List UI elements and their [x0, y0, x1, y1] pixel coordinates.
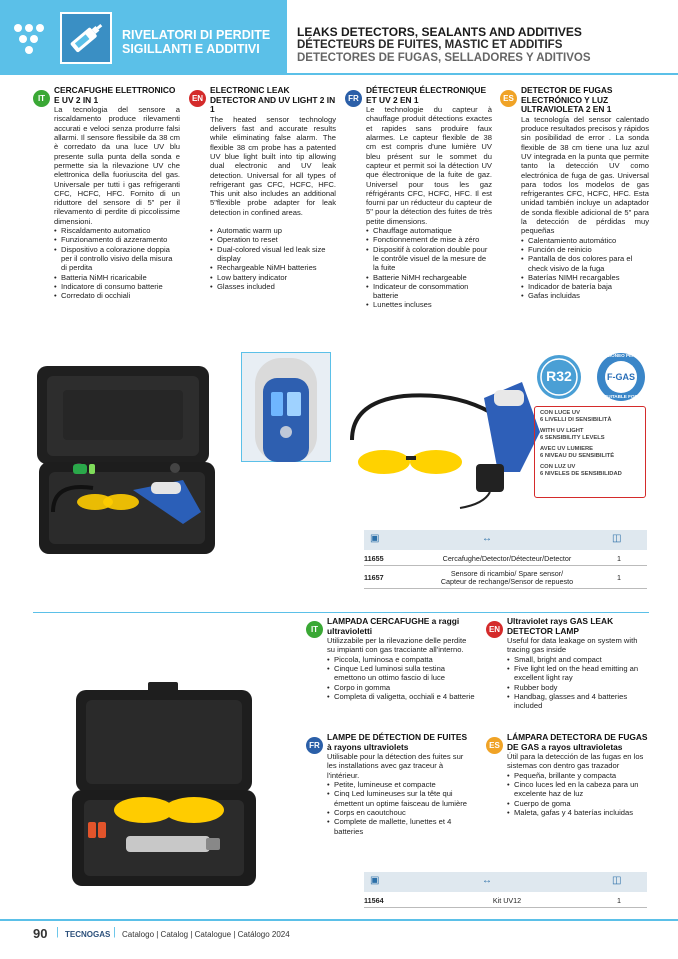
p2-col-en — [507, 617, 649, 711]
row-code: 11564 — [364, 896, 384, 905]
p2-es-desc: Útil para la detección de las fugas en los sistemas con dentro gas trazador — [507, 752, 644, 771]
p1-fr-bullets — [366, 226, 492, 310]
list-item: • Pequeña, brillante y compacta — [507, 771, 649, 780]
list-item: • Batterie NiMH rechargeable — [366, 273, 492, 282]
p2-fr-desc: Utilisable pour la détection des fuites sur les installations avec gaz traceur à l'intérieur. — [327, 752, 464, 780]
quantity-box-icon: ◫ — [612, 875, 622, 886]
sealant-tube-icon — [60, 12, 112, 64]
feature-box — [534, 406, 646, 498]
r32-label: R32 — [546, 368, 572, 384]
p1-fr-desc: Le technologie du capteur à chauffage produit détections exactes et rapides sans produire faux alarmes. Le capteur flexible de 38 cm est compris d'une lumière UV bleu présent sur le sommet du capteur et permit soi la détection UV que électronique de la fuite de gaz. Universel pour tous les gaz réfrigérants CFC, HCFC, HFC. Il est fourni par un réducteur du capteur de 5" pour la détection des fuites de très petite dimensions. — [366, 105, 492, 226]
footer-sep: | — [113, 926, 116, 938]
badge-en: EN — [486, 621, 503, 638]
list-item: • Indicatore di consumo batterie — [54, 282, 180, 291]
list-item: • Pantalla de dos colores para el check visivo de la fuga — [521, 254, 649, 273]
row-desc: Kit UV12 — [492, 896, 522, 905]
footer-text: Catalogo | Catalog | Catalogue | Catálogo 2024 — [122, 930, 290, 939]
list-item: • Cinco luces led en la cabeza para un excelente haz de luz — [507, 780, 649, 799]
list-item: • Batteria NiMH ricaricabile — [54, 273, 180, 282]
p2-fr-bullets — [327, 780, 475, 836]
section-divider — [33, 612, 649, 613]
feature-line: 6 LIVELLI DI SENSIBILITÀ — [540, 417, 612, 423]
p2-it-desc: Utilizzabile per la rilevazione delle perdite su impianti con gas tracciante all'interno. — [327, 636, 467, 655]
p2-col-fr — [327, 733, 475, 836]
description-width-icon: ↔ — [482, 875, 492, 886]
header-divider — [287, 73, 678, 75]
fgas-label: F-GAS — [607, 372, 635, 382]
badge-es: ES — [500, 90, 517, 107]
list-item: • Corredato di occhiali — [54, 291, 180, 300]
p2-col-it — [327, 617, 475, 701]
list-item: • Five light led on the head emitting an excellent light ray — [507, 664, 649, 683]
list-item: • Petite, lumineuse et compacte — [327, 780, 475, 789]
fgas-bottom-label: SUITABLE FOR — [604, 394, 638, 399]
list-item: • Low battery indicator — [210, 273, 336, 282]
header-banner — [0, 0, 287, 75]
list-item: • Corpo in gomma — [327, 683, 475, 692]
row-qty: 1 — [617, 896, 621, 905]
list-item: • Cinq Led lumineuses sur la tête qui émettent un optime faisceau de lumière — [327, 789, 475, 808]
feature-line: AVEC UV LUMIERE — [540, 446, 594, 452]
p2-it-title: LAMPADA CERCAFUGHE a raggi ultravioletti — [327, 616, 460, 636]
fgas-top-label: IDONEO PER — [606, 353, 636, 358]
list-item: • Baterías NIMH recargables — [521, 273, 649, 282]
row-code: 11655 — [364, 554, 384, 563]
list-item: • Calentamiento automático — [521, 236, 649, 245]
feature-line: 6 NIVELES DE SENSIBILIDAD — [540, 471, 622, 477]
p1-en-title: ELECTRONIC LEAK DETECTOR AND UV LIGHT 2 IN 1 — [210, 85, 336, 115]
product1-table — [364, 530, 647, 592]
table-row — [364, 552, 647, 566]
footer-divider — [0, 919, 678, 921]
p1-en-bullets — [210, 226, 336, 291]
p2-col-es — [507, 733, 649, 817]
feature-line: CON LUZ UV — [540, 464, 576, 470]
list-item: • Piccola, luminosa e compatta — [327, 655, 475, 664]
fgas-badge — [596, 352, 646, 402]
row-desc: Sensore di ricambio/ Spare sensor/ Capteur de rechange/Sensor de repuesto — [440, 568, 574, 586]
list-item: • Rechargeable NiMH batteries — [210, 263, 336, 272]
list-item: • Cinque Led luminosi sulla testina emettono un ottimo fascio di luce — [327, 664, 475, 683]
header-title-en: LEAKS DETECTORS, SEALANTS AND ADDITIVES — [297, 25, 582, 39]
list-item: • Operation to reset — [210, 235, 336, 244]
uv-lamp-kit-image — [66, 680, 262, 890]
p1-col-fr — [366, 86, 492, 310]
header-title-it: RIVELATORI DI PERDITE SIGILLANTI E ADDITIVI — [122, 28, 271, 56]
list-item: • Lunettes incluses — [366, 300, 492, 309]
list-item: • Automatic warm up — [210, 226, 336, 235]
p1-it-title: CERCAFUGHE ELETTRONICO E UV 2 IN 1 — [54, 85, 176, 105]
list-item: • Riscaldamento automatico — [54, 226, 180, 235]
p2-en-title: Ultraviolet rays GAS LEAK DETECTOR LAMP — [507, 616, 614, 636]
list-item: • Cuerpo de goma — [507, 799, 649, 808]
description-width-icon: ↔ — [482, 533, 492, 544]
badge-en: EN — [189, 90, 206, 107]
list-item: • Indicador de batería baja — [521, 282, 649, 291]
list-item: • Dual-colored visual led leak size display — [210, 245, 336, 264]
p1-it-desc: La tecnologia del sensore a riscaldamento produce rilevamenti accurati e veloci senza produrre falsi allarmi. Il sensore flessibile da 38 cm è corredato da una luce UV blu presente sulla punta della sonda e permette sia la rilevazione UV che elettronica della fuoriuscita del gas. Universale per tutti i gas refrigeranti CFC, HCFC, HFC. Fornito di un riduttore del sensore di 5" per il rilevamento di perdite di piccolissime dimensioni. — [54, 105, 180, 226]
table-header — [364, 872, 647, 892]
table-row — [364, 894, 647, 908]
row-qty: 1 — [617, 573, 621, 582]
p1-es-desc: La tecnología del sensor calentado produce resultados precisos y rápidos sin posibilidad de error . La sonda flexible de 38 cm tiene una luz azul UV integrada en la punta que permite tanto la detección UV como electrónica de fuga de gas. Universal para todos los modelos de gas refrigerantes CFC, HCFC, HFC. Esta unidad también incluye un adaptador de sonda flexible adicional de 5" para la detección de pérdidas muy pequeñas — [521, 114, 649, 236]
p1-fr-title: DÉTECTEUR ÉLECTRONIQUE ET UV 2 EN 1 — [366, 85, 487, 105]
code-search-icon: ▣ — [370, 875, 380, 886]
list-item: • Gafas incluidas — [521, 291, 649, 300]
product2-table — [364, 872, 647, 910]
detector-closeup-image — [241, 352, 331, 462]
p1-en-desc: The heated sensor technology delivers fast and accurate results while eliminating false alarm. The flexible 38 cm probe has a patented UV blue light built into tip allowing dual electronic and UV leak detection. Universal for all types of refrigerant gas CFC, HCFC, HFC. This unit also includes an additional 5"flexible probe adapter for leak detection in confined areas. — [210, 114, 336, 217]
list-item: • Handbag, glasses and 4 batteries included — [507, 692, 649, 711]
p1-es-title: DETECTOR DE FUGAS ELECTRÓNICO Y LUZ ULTRAVIOLETA 2 EN 1 — [521, 85, 613, 115]
list-item: • Completa di valigetta, occhiali e 4 batterie — [327, 692, 475, 701]
header-title-fr: DÉTECTEURS DE FUITES, MASTIC ET ADDITIFS — [297, 39, 563, 51]
row-code: 11657 — [364, 573, 384, 582]
list-item: • Glasses included — [210, 282, 336, 291]
case-kit-image — [33, 362, 221, 556]
p2-en-bullets — [507, 655, 649, 711]
list-item: • Complete de mallette, lunettes et 4 batteries — [327, 817, 475, 836]
p2-en-desc: Useful for data leakage on system with tracing gas inside — [507, 636, 638, 655]
list-item: • Rubber body — [507, 683, 649, 692]
list-item: • Chauffage automatique — [366, 226, 492, 235]
table-row — [364, 567, 647, 589]
header-title-es: DETECTORES DE FUGAS, SELLADORES Y ADITIVOS — [297, 52, 591, 64]
p1-col-it — [54, 86, 180, 300]
list-item: • Función de reinicio — [521, 245, 649, 254]
p1-col-es — [521, 86, 649, 301]
list-item: • Fonctionnement de mise à zéro — [366, 235, 492, 244]
list-item: • Indicateur de consommation batterie — [366, 282, 492, 301]
feature-line: 6 NIVEAU DU SENSIBILITÉ — [540, 453, 615, 459]
header-titles — [297, 26, 677, 65]
quantity-box-icon: ◫ — [612, 533, 622, 544]
list-item: • Funzionamento di azzeramento — [54, 235, 180, 244]
badge-fr: FR — [345, 90, 362, 107]
row-qty: 1 — [617, 554, 621, 563]
p1-col-en — [210, 86, 336, 291]
r32-badge — [536, 354, 582, 400]
p1-it-bullets — [54, 226, 180, 300]
code-search-icon: ▣ — [370, 533, 380, 544]
list-item: • Corps en caoutchouc — [327, 808, 475, 817]
p2-it-bullets — [327, 655, 475, 701]
badge-it: IT — [33, 90, 50, 107]
table-header — [364, 530, 647, 550]
badge-fr: FR — [306, 737, 323, 754]
p2-fr-title: LAMPE DE DÉTECTION DE FUITES à rayons ultraviolets — [327, 732, 468, 752]
list-item: • Dispositivo a colorazione doppia per il controllo visivo della misura di perdita — [54, 245, 180, 273]
badge-es: ES — [486, 737, 503, 754]
p2-es-bullets — [507, 771, 649, 817]
p2-es-title: LÁMPARA DETECTORA DE FUGAS DE GAS a rayos ultravioletas — [507, 732, 648, 752]
list-item: • Small, bright and compact — [507, 655, 649, 664]
footer-sep: | — [56, 926, 59, 938]
feature-line: CON LUCE UV — [540, 410, 580, 416]
badge-it: IT — [306, 621, 323, 638]
list-item: • Maleta, gafas y 4 baterías incluidas — [507, 808, 649, 817]
footer-brand: TECNOGAS — [65, 930, 111, 939]
row-desc: Cercafughe/Detector/Détecteur/Detector — [442, 554, 572, 563]
feature-line: 6 SENSIBILITY LEVELS — [540, 435, 605, 441]
category-logo-icon — [14, 24, 50, 54]
list-item: • Dispositif à coloration double pour le contrôle visuel de la mesure de la fuite — [366, 245, 492, 273]
feature-line: WITH UV LIGHT — [540, 428, 584, 434]
detector-glasses-image — [344, 372, 544, 512]
p1-es-bullets — [521, 236, 649, 301]
page-number: 90 — [33, 926, 48, 941]
